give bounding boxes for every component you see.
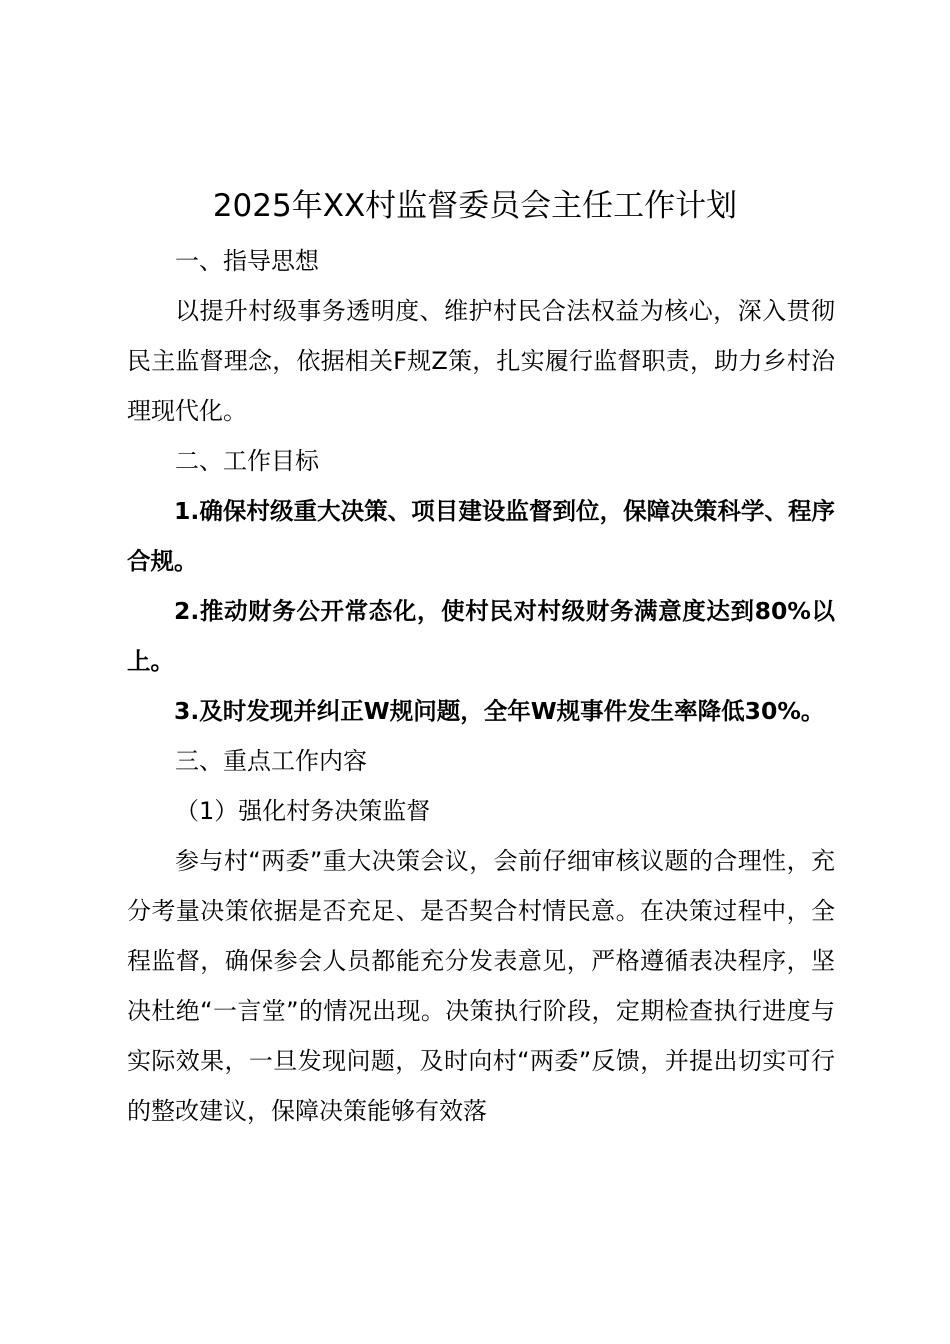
goal-item-1: 1.确保村级重大决策、项目建设监督到位，保障决策科学、程序合规。: [127, 497, 835, 575]
heading-work-goals: 二、工作目标: [175, 447, 319, 475]
goal-item-2: 2.推动财务公开常态化，使村民对村级财务满意度达到80%以上。: [127, 597, 835, 675]
document-title: 2025年XX村监督委员会主任工作计划: [212, 188, 738, 224]
heading-key-work: 三、重点工作内容: [175, 747, 367, 775]
paragraph-decision-supervision: 参与村“两委”重大决策会议，会前仔细审核议题的合理性，充分考量决策依据是否充足、是否契合村情民意。在决策过程中，全程监督，确保参会人员都能充分发表意见，严格遵循表决程序，坚决杜绝“一言堂”的情况出现。决策执行阶段，定期检查执行进度与实际效果，一旦发现问题，及时向村“两委”反馈，并提出切实可行的整改建议，保障决策能够有效落: [127, 847, 835, 1125]
subheading-decision-supervision: （1）强化村务决策监督: [175, 797, 431, 825]
heading-guiding-ideology: 一、指导思想: [175, 247, 319, 275]
paragraph-guiding-ideology: 以提升村级事务透明度、维护村民合法权益为核心，深入贯彻民主监督理念，依据相关F规Z策，扎实履行监督职责，助力乡村治理现代化。: [127, 297, 835, 425]
goal-item-3: 3.及时发现并纠正W规问题，全年W规事件发生率降低30%。: [174, 697, 825, 725]
document-body: [127, 236, 835, 1136]
